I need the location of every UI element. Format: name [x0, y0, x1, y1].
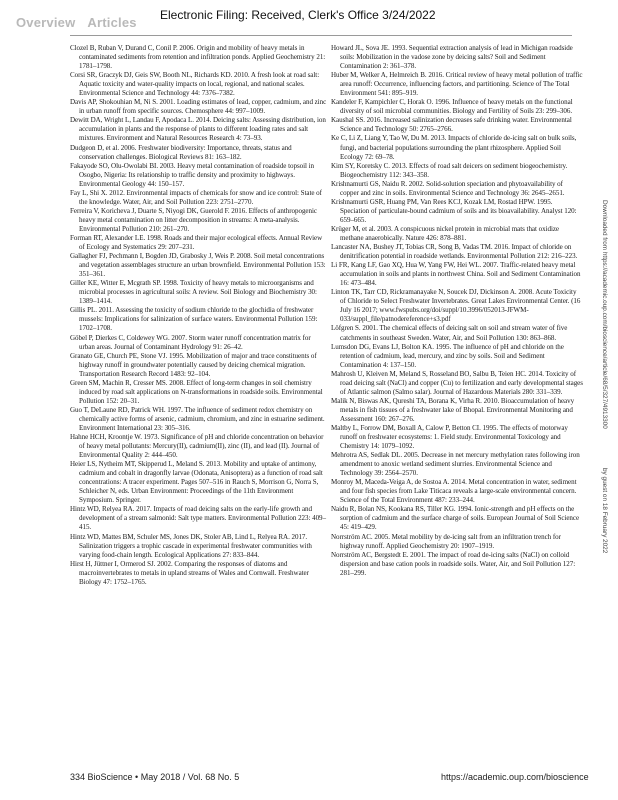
reference-entry: Fakayode SO, Olu-Owolabi BI. 2003. Heavy metal contamination of roadside topsoil in Osogbo, Nigeria: Its relationship to traffic density and proximity to highways. Environmental Geology 44: 150–157.	[70, 161, 315, 188]
reference-entry: Maltby L, Forrow DM, Boxall A, Calow P, Betton CI. 1995. The effects of motorway runoff on freshwater ecosystems: 1. Field study. Environmental Toxicology and Chemistry 14: 1079–1092.	[331, 423, 568, 451]
guest-watermark: by guest on 18 February 2022	[601, 468, 608, 554]
reference-entry: Clozel B, Ruban V, Durand C, Conil P. 2006. Origin and mobility of heavy metals in contaminated sediments from retention and infiltration ponds. Applied Geochemistry 21: 1781–1798.	[70, 44, 326, 71]
reference-entry: Linton TK, Tarr CD, Rickramanayake N, Soucek DJ, Dickinson A. 2008. Acute Toxicity of Chloride to Select Freshwater Invertebrates. Great Lakes Environmental Center. (16 July 16 2017; www.fwspubs.org/doi/suppl/10.3996/052013-JFWM-033/suppl_file/patnodereference+s3.pdf	[331, 288, 581, 324]
reference-entry: Krüger M, et al. 2003. A conspicuous nickel protein in microbial mats that oxidize methane anaerobically. Nature 426: 878–881.	[331, 224, 560, 242]
reference-entry: Green SM, Machin R, Cresser MS. 2008. Effect of long-term changes in soil chemistry induced by road salt applications on N-transformations in roadside soils. Environmental Pollution 152: 20–31.	[70, 378, 323, 405]
page-footer-url: https://academic.oup.com/bioscience	[441, 772, 589, 782]
reference-entry: Davis AP, Shokouhian M, Ni S. 2001. Loading estimates of lead, copper, cadmium, and zinc in urban runoff from specific sources. Chemosphere 44: 997–1009.	[70, 98, 327, 116]
download-watermark: Downloaded from https://academic.oup.com/bioscience/article/68/5/327/4913300	[601, 200, 608, 429]
reference-entry: Lumsdon DG, Evans LJ, Bolton KA. 1995. The influence of pH and chloride on the retention of cadmium, lead, mercury, and zinc by soils. Soil and Sediment Contamination 4: 137–150.	[331, 342, 564, 369]
reference-entry: Löfgren S. 2001. The chemical effects of deicing salt on soil and stream water of five catchments in southeast Sweden. Water, Air, and Soil Pollution 130: 863–868.	[331, 324, 568, 342]
section-header	[16, 15, 137, 30]
reference-entry: Malik N, Biswas AK, Qureshi TA, Borana K, Virha R. 2010. Bioaccumulation of heavy metals in fish tissues of a freshwater lake of Bhopal. Environmental Monitoring and Assessment 160: 267–276.	[331, 396, 575, 423]
references-right-column	[331, 44, 583, 578]
reference-entry: Kandeler F, Kampichler C, Horak O. 1996. Influence of heavy metals on the functional diversity of soil microbial communities. Biology and Fertility of Soils 23: 299–306.	[331, 98, 573, 116]
reference-entry: Huber M, Welker A, Helmreich B. 2016. Critical review of heavy metal pollution of traffic area runoff: Occurrence, influencing factors, and partitioning. Science of The Total Environment 541: 895–919.	[331, 71, 583, 98]
reference-entry: Dudgeon D, et al. 2006. Freshwater biodiversity: Importance, threats, status and conservation challenges. Biological Reviews 81: 163–182.	[70, 143, 292, 161]
reference-entry: Guo T, DeLaune RD, Patrick WH. 1997. The influence of sediment redox chemistry on chemically active forms of arsenic, cadmium, chromium, and zinc in estuarine sediment. Environment International 23: 305–316.	[70, 405, 325, 432]
reference-entry: Gallagher FJ, Pechmann I, Bogden JD, Grabosky J, Weis P. 2008. Soil metal concentrations and vegetation assemblages structure an urban brownfield. Environmental Pollution 153: 351–361.	[70, 252, 326, 279]
reference-entry: Mahrosh U, Kleiven M, Meland S, Rosseland BO, Salbu B, Teien HC. 2014. Toxicity of road deicing salt (NaCl) and copper (Cu) to fertilization and early developmental stages of Atlantic salmon (Salmo salar). Journal of Hazardous Materials 280: 331–339.	[331, 369, 583, 396]
reference-entry: Monroy M, Maceda-Veiga A, de Sostoa A. 2014. Metal concentration in water, sediment and four fish species from Lake Titicaca reveals a large-scale environmental concern. Science of the Total Environment 487: 233–244.	[331, 478, 577, 505]
reference-entry: Naidu R, Bolan NS, Kookana RS, Tiller KG. 1994. Ionic-strength and pH effects on the sorption of cadmium and the surface charge of soils. European Journal of Soil Science 45: 419–429.	[331, 505, 580, 532]
reference-entry: Corsi SR, Graczyk DJ, Geis SW, Booth NL, Richards KD. 2010. A fresh look at road salt: Aquatic toxicity and water-quality impacts on local, regional, and national scales. Environmental Science and Technology 44: 7376–7382.	[70, 71, 320, 98]
header-rule	[70, 35, 572, 36]
reference-entry: Krishnamurti GS, Naidu R. 2002. Solid-solution speciation and phytoavailability of copper and zinc in soils. Environmental Science and Technology 36: 2645–2651.	[331, 179, 565, 197]
page-footer-citation: 334 BioScience • May 2018 / Vol. 68 No. 5	[70, 772, 240, 782]
articles-label: Articles	[87, 15, 137, 30]
reference-entry: Heier LS, Nytheim MT, Skipperud L, Meland S. 2013. Mobility and uptake of antimony, cadmium and cobalt in dragonfly larvae (Odonata, Anisoptera) as a function of road salt concentrations: A tracer experiment. Pages 507–516 in Rauch S, Morrison G, Norra S, Schleicher N, eds. Urban Environment: Proceedings of the 11th Environment Symposium. Springer.	[70, 460, 323, 505]
reference-entry: Mehrotra AS, Sedlak DL. 2005. Decrease in net mercury methylation rates following iron amendment to anoxic wetland sediment slurries. Environmental Science and Technology 39: 2564–2570.	[331, 451, 580, 478]
reference-entry: Ke C, Li Z, Liang Y, Tao W, Du M. 2013. Impacts of chloride de-icing salt on bulk soils, fungi, and bacterial populations surrounding the plant rhizosphere. Applied Soil Ecology 72: 69–78.	[331, 134, 577, 161]
reference-entry: Krishnamurti GSR, Huang PM, Van Rees KCJ, Kozak LM, Rostad HPW. 1995. Speciation of particulate-bound cadmium of soils and its bioavailability. Analyst 120: 659–665.	[331, 197, 577, 224]
reference-entry: Granato GE, Church PE, Stone VJ. 1995. Mobilization of major and trace constituents of highway runoff in groundwater potentially caused by deicing chemical migration. Transportation Research Record 1483: 92–104.	[70, 351, 317, 378]
reference-entry: Göbel P, Dierkes C, Coldewey WG. 2007. Storm water runoff concentration matrix for urban areas. Journal of Contaminant Hydrology 91: 26–42.	[70, 333, 311, 351]
reference-entry: Norrström AC, Bergstedt E. 2001. The impact of road de-icing salts (NaCl) on colloid dispersion and base cation pools in roadside soils. Water, Air, and Soil Pollution 127: 281–299.	[331, 550, 576, 577]
filing-stamp: Electronic Filing: Received, Clerk's Office 3/24/2022	[160, 8, 436, 22]
reference-entry: Lancaster NA, Bushey JT, Tobias CR, Song B, Vadas TM. 2016. Impact of chloride on denitrification potential in roadside wetlands. Environmental Pollution 212: 216–223.	[331, 243, 578, 261]
references-left-column	[70, 44, 328, 587]
reference-entry: Dewitt DA, Wright L, Landau F, Apodaca L. 2014. Deicing salts: Assessing distribution, ion accumulation in plants and the response of plants to different loading rates and salt mixtures. Environment and Natural Resources Research 4: 73–93.	[70, 116, 326, 143]
reference-entry: Kaushal SS. 2016. Increased salinization decreases safe drinking water. Environmental Science and Technology 50: 2765–2766.	[331, 116, 572, 134]
reference-entry: Giller KE, Witter E, Mcgrath SP. 1998. Toxicity of heavy metals to microorganisms and microbial processes in agricultural soils: A review. Soil Biology and Biochemistry 30: 1389–1414.	[70, 279, 317, 306]
reference-entry: Hirst H, Jüttner I, Ormerod SJ. 2002. Comparing the responses of diatoms and macroinvertebrates to metals in upland streams of Wales and Cornwall. Freshwater Biology 47: 1752–1765.	[70, 559, 309, 586]
reference-entry: Ferreira V, Koricheva J, Duarte S, Niyogi DK, Guerold F. 2016. Effects of anthropogenic heavy metal contamination on litter decomposition in streams: A meta-analysis. Environmental Pollution 210: 261–270.	[70, 206, 317, 233]
reference-entry: Hintz WD, Mattes BM, Schuler MS, Jones DK, Stoler AB, Lind L, Relyea RA. 2017. Salinization triggers a trophic cascade in experimental freshwater communities with varying food-chain length. Ecological Applications 27: 833–844.	[70, 532, 312, 559]
reference-entry: Forman RT, Alexander LE. 1998. Roads and their major ecological effects. Annual Review of Ecology and Systematics 29: 207–231.	[70, 233, 323, 252]
overview-label: Overview	[16, 15, 76, 30]
reference-entry: Norrström AC. 2005. Metal mobility by de-icing salt from an infiltration trench for highway runoff. Applied Geochemistry 20: 1907–1919.	[331, 532, 561, 550]
reference-entry: Hahne HCH, Kroontje W. 1973. Significance of pH and chloride concentration on behavior of heavy metal pollutants: Mercury(II), cadmium(II), zinc (II), and lead (II). Journal of Environmental Quality 2: 444–450.	[70, 433, 324, 460]
reference-entry: Kim SY, Koretsky C. 2013. Effects of road salt deicers on sediment biogeochemistry. Biogeochemistry 112: 343–358.	[331, 161, 568, 179]
reference-entry: Howard JL, Sova JE. 1993. Sequential extraction analysis of lead in Michigan roadside soils: Mobilization in the vadose zone by deicing salts? Soil and Sediment Contamination 2: 361–378.	[331, 44, 573, 71]
reference-entry: Hintz WD, Relyea RA. 2017. Impacts of road deicing salts on the early-life growth and development of a stream salmonid: Salt type matters. Environmental Pollution 223: 409–415.	[70, 505, 326, 532]
reference-entry: Li FR, Kang LF, Gao XQ, Hua W, Yang FW, Hei WL. 2007. Traffic-related heavy metal accumulation in soils and plants in northwest China. Soil and Sediment Contamination 16: 473–484.	[331, 261, 581, 288]
reference-entry: Gillis PL. 2011. Assessing the toxicity of sodium chloride to the glochidia of freshwater mussels: Implications for salinization of surface waters. Environmental Pollution 159: 1702–1708.	[70, 306, 318, 333]
reference-entry: Fay L, Shi X. 2012. Environmental impacts of chemicals for snow and ice control: State of the knowledge. Water, Air, and Soil Pollution 223: 2751–2770.	[70, 188, 322, 206]
